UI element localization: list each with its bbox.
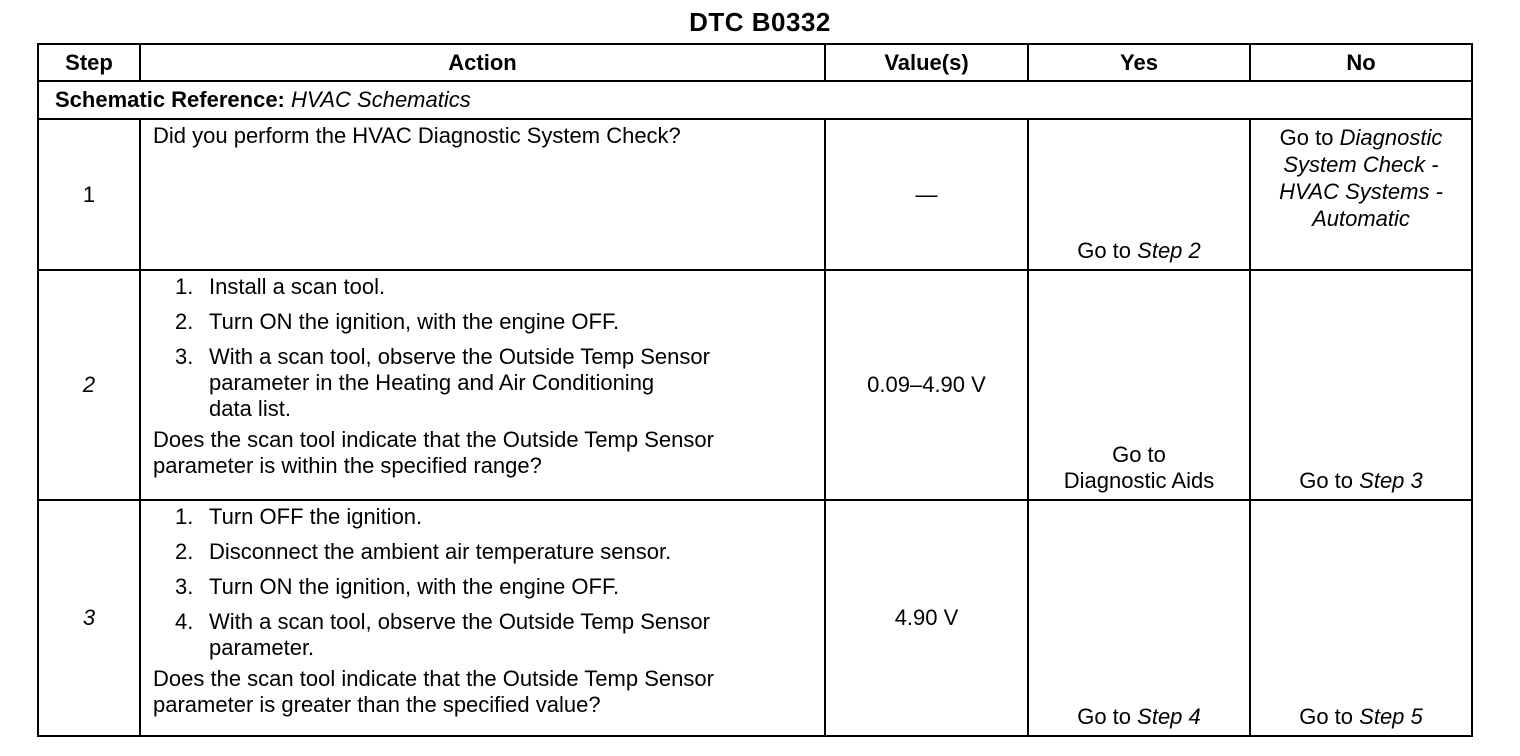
header-values: Value(s) [825,44,1028,81]
schematic-reference [38,81,1472,119]
schematic-label: Schematic Reference: [55,87,285,112]
table-row [38,500,1472,736]
yes-cell [1028,500,1250,736]
table-row [38,270,1472,500]
header-yes: Yes [1028,44,1250,81]
table-row [38,119,1472,270]
no-link-line4[interactable]: Automatic [1312,206,1410,231]
header-step: Step [38,44,140,81]
no-link-line3[interactable]: HVAC Systems - [1279,179,1443,204]
yes-link[interactable]: Step 4 [1137,704,1201,729]
action-steps [153,504,814,661]
value-cell: 0.09–4.90 V [825,270,1028,500]
action-steps [153,274,814,422]
action-step: 2. Disconnect the ambient air temperature sensor. [175,539,672,564]
yes-prefix: Go to [1112,442,1166,467]
no-prefix: Go to [1299,704,1354,729]
yes-link[interactable]: Step 2 [1137,238,1201,263]
header-row [38,44,1472,81]
no-cell [1250,500,1472,736]
action-step: 3. Turn ON the ignition, with the engine OFF. [175,574,620,599]
no-prefix: Go to [1279,125,1334,150]
yes-prefix: Go to [1077,704,1132,729]
action-step: 2. Turn ON the ignition, with the engine OFF. [175,309,620,334]
step-number: 2 [38,270,140,500]
no-prefix: Go to [1299,468,1354,493]
action-step: 4. With a scan tool, observe the Outside Temp Sensor parameter. [175,609,710,660]
no-link[interactable]: Step 3 [1359,468,1423,493]
yes-link[interactable]: Diagnostic Aids [1063,468,1215,493]
schematic-row [38,81,1472,119]
action-cell [140,119,825,270]
page-title: DTC B0332 [689,7,831,37]
header-action: Action [140,44,825,81]
header-no: No [1250,44,1472,81]
action-step: 3. With a scan tool, observe the Outside Temp Sensor parameter in the Heating and Air Conditioning data list. [175,344,710,421]
no-link[interactable]: Diagnostic [1339,125,1443,150]
action-question: Does the scan tool indicate that the Outside Temp Sensor parameter is greater than the specified value? [153,666,714,717]
no-link-line2[interactable]: System Check - [1283,152,1439,177]
action-cell [140,270,825,500]
step-number: 1 [38,119,140,270]
action-question: Does the scan tool indicate that the Outside Temp Sensor parameter is within the specified range? [153,427,714,478]
yes-prefix: Go to [1077,238,1132,263]
yes-cell [1028,270,1250,500]
yes-cell [1028,119,1250,270]
no-cell [1250,119,1472,270]
action-question: Did you perform the HVAC Diagnostic System Check? [153,123,681,148]
no-cell [1250,270,1472,500]
no-link[interactable]: Step 5 [1359,704,1423,729]
action-cell [140,500,825,736]
value-cell: — [825,119,1028,270]
action-step: 1. Install a scan tool. [175,274,386,299]
step-number: 3 [38,500,140,736]
action-step: 1. Turn OFF the ignition. [175,504,423,529]
value-cell: 4.90 V [825,500,1028,736]
schematic-link[interactable]: HVAC Schematics [291,87,471,112]
diagnostic-table [37,43,1473,737]
